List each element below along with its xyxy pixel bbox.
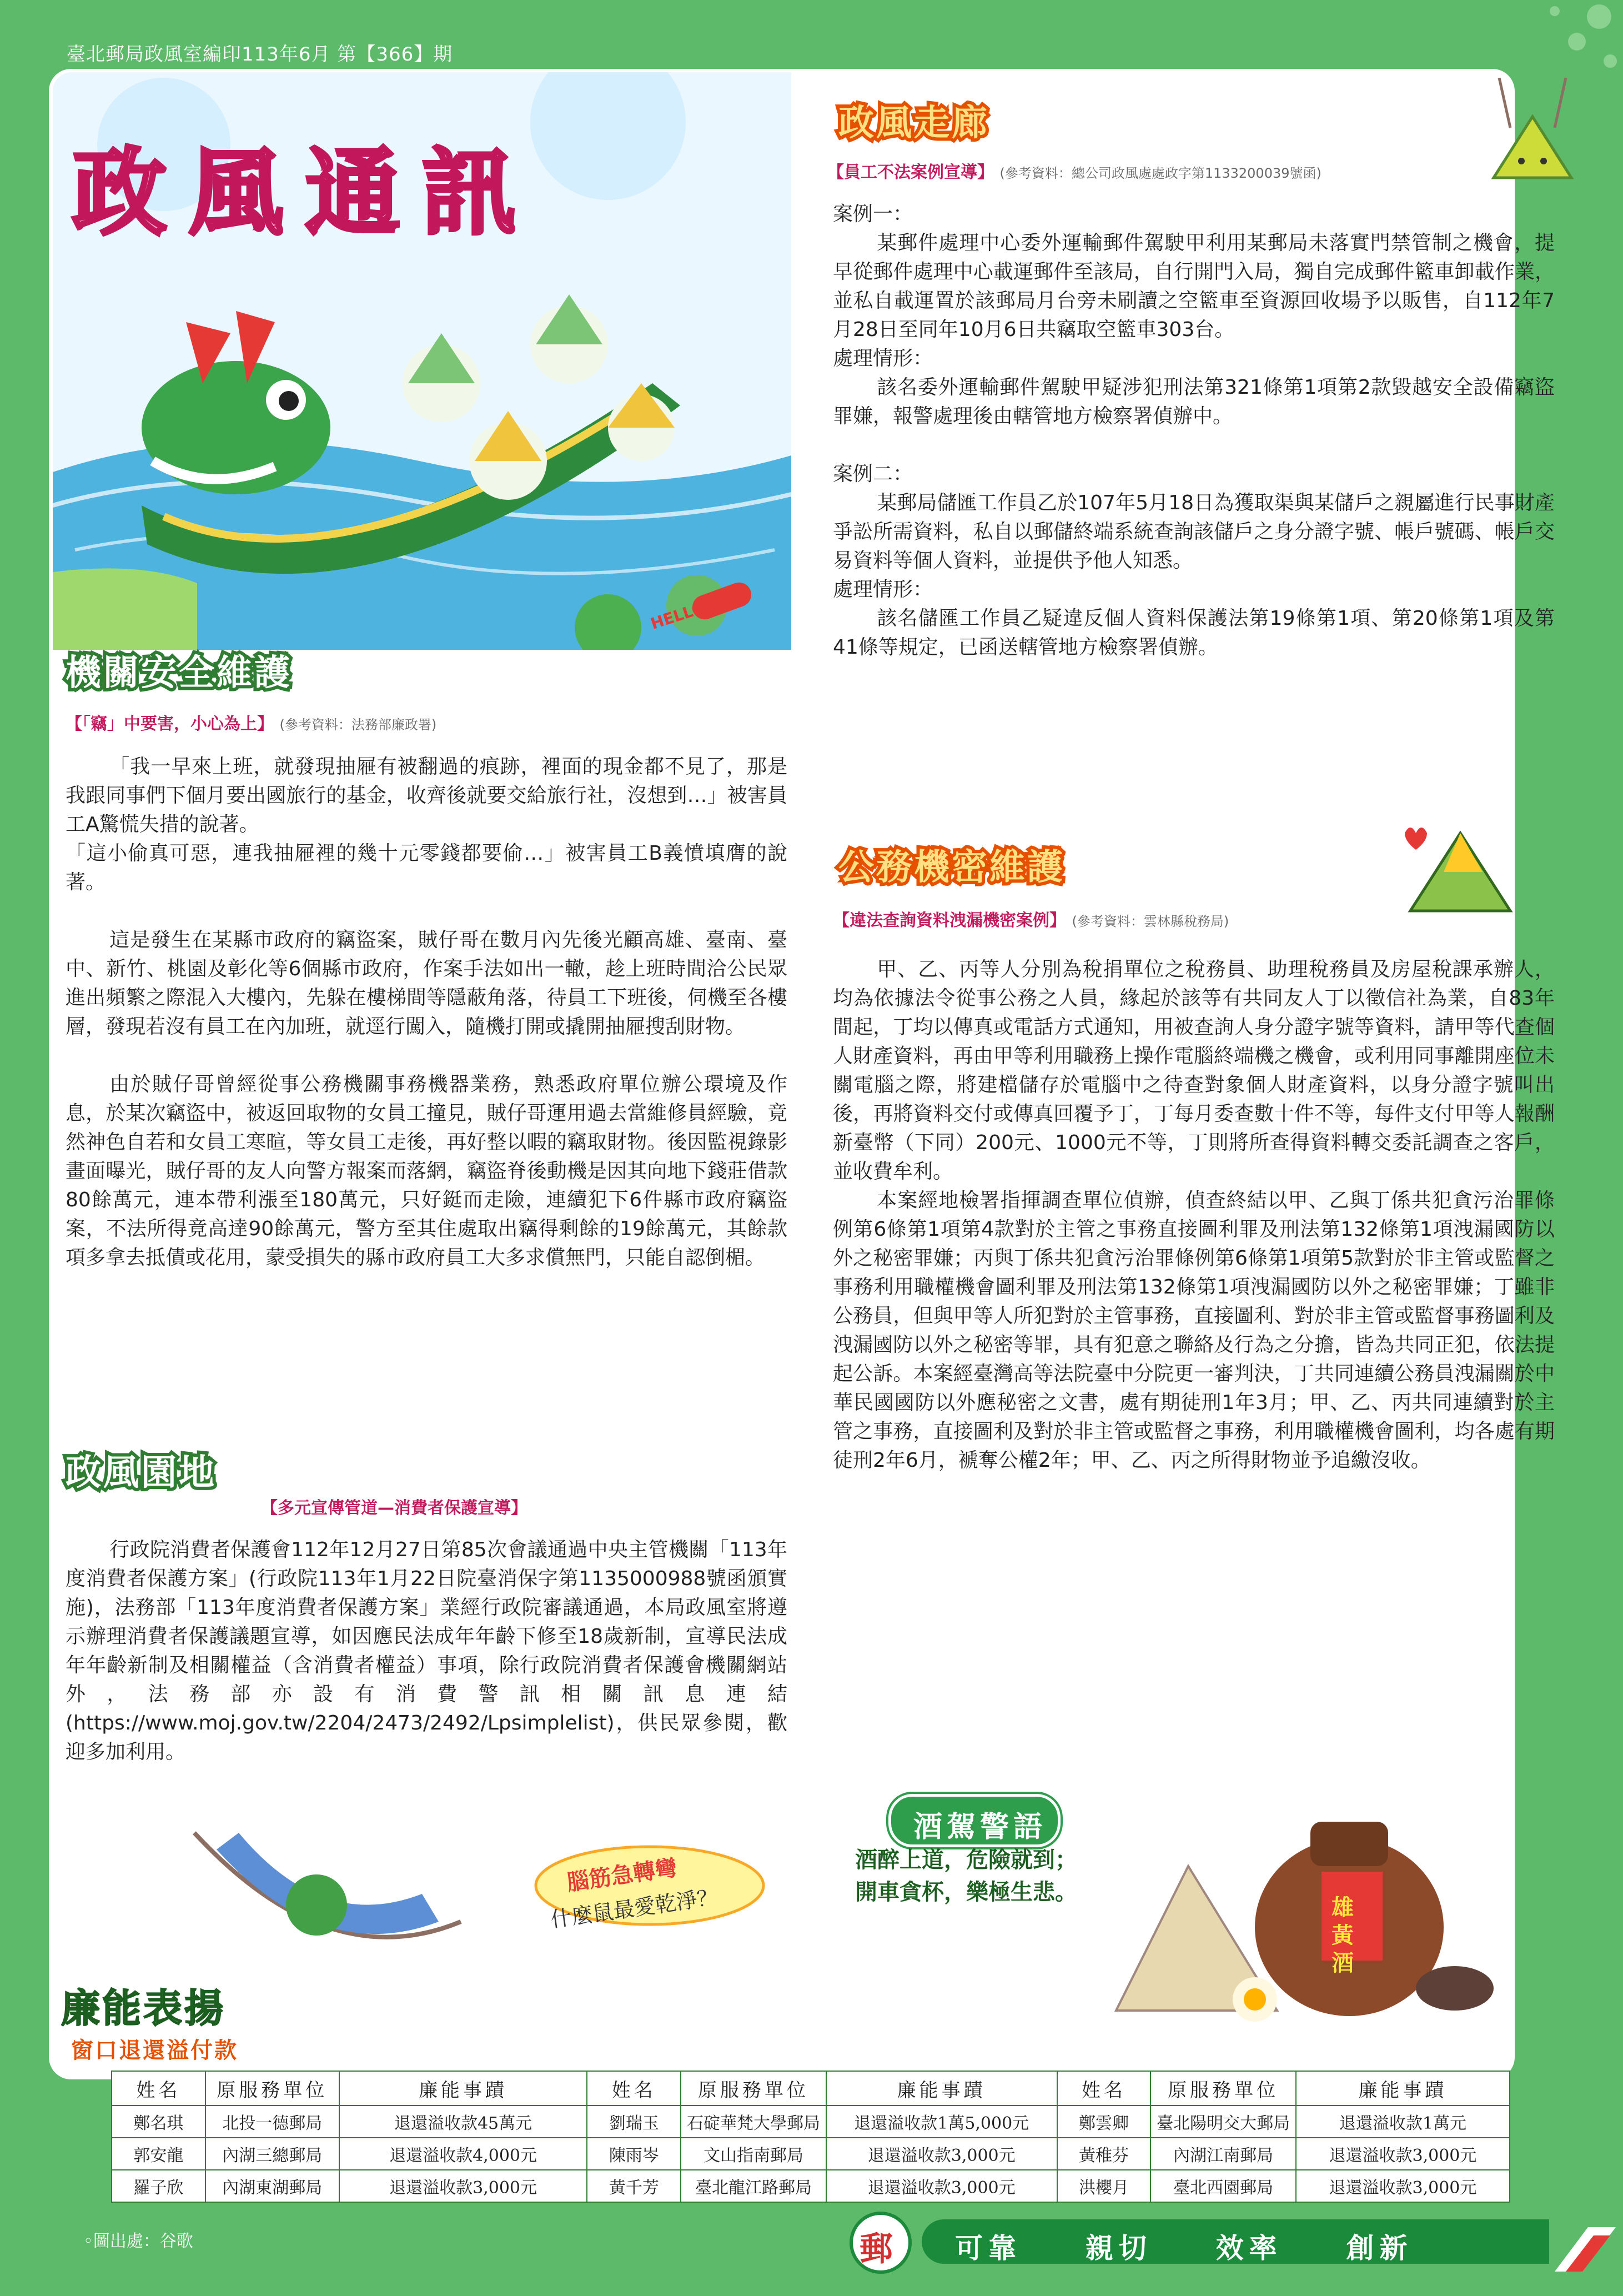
case2-label: 案例二： — [833, 463, 913, 485]
table-header-row — [112, 2071, 1510, 2105]
table-cell: 退還溢收款3,000元 — [1296, 2170, 1510, 2202]
ethics-corridor-reference: (參考資料：總公司政風處處政字第1133200039號函) — [999, 166, 1321, 181]
secrecy-body — [833, 955, 1555, 1475]
agency-security-para-3: 這是發生在某縣市政府的竊盜案，賊仔哥在數月內先後光顧高雄、臺南、臺中、新竹、桃園及彰化等6個縣市政府，作案手法如出一轍，趁上班時間洽公民眾進出頻繁之際混入大樓內，先躲在樓梯間等隱蔽角落，待員工下班後，伺機至各樓層，發現若沒有員工在內加班，就逕行闖入，隨機打開或撬開抽屜搜刮財物。 — [66, 929, 787, 1038]
secrecy-para-1: 甲、乙、丙等人分別為稅捐單位之稅務員、助理稅務員及房屋稅課承辦人，均為依據法令從事公務之人員，緣起於該等有共同友人丁以徵信社為業，自83年間起，丁均以傳真或電話方式通知，用被查詢人身分證字號等資料，請甲等代查個人財產資料，再由甲等利用職務上操作電腦終端機之機會，或利用同事離開座位未關電腦之際，將建檔儲存於電腦中之待查對象個人財產資料，以身分證字號叫出後，再將資料交付或傳真回覆予丁，丁每月委查數十件不等，每件支付甲等人報酬新臺幣（下同）200元、1000元不等，丁則將所查得資料轉交委託調查之客戶，並收費牟利。 — [833, 958, 1555, 1183]
table-cell: 退還溢收款3,000元 — [339, 2170, 587, 2202]
table-cell: 退還溢收款45萬元 — [339, 2105, 587, 2138]
agency-security-para-2: 「這小偷真可惡，連我抽屜裡的幾十元零錢都要偷…」被害員工B義憤填膺的說著。 — [66, 842, 787, 894]
table-cell: 陳雨岑 — [587, 2138, 681, 2170]
slogan-word: 效率 — [1215, 2232, 1283, 2264]
col-header: 原服務單位 — [1150, 2071, 1295, 2105]
table-cell: 北投一德郵局 — [205, 2105, 339, 2138]
col-header: 廉能事蹟 — [826, 2071, 1057, 2105]
drunk-warning-line-2: 開車貪杯，樂極生悲。 — [855, 1879, 1077, 1905]
wine-jar-label: 雄黃酒 — [1331, 1895, 1354, 1976]
issue-line: 臺北郵局政風室編印113年6月 第【366】期 — [67, 43, 453, 66]
table-row — [112, 2170, 1510, 2202]
integrity-title: 廉能表揚 — [61, 1986, 225, 2031]
table-cell: 鄭雲卿 — [1057, 2105, 1151, 2138]
table-cell: 退還溢收款1萬5,000元 — [826, 2105, 1057, 2138]
table-row — [112, 2105, 1510, 2138]
slogan-word: 可靠 — [955, 2232, 1022, 2264]
table-cell: 退還溢收款3,000元 — [826, 2170, 1057, 2202]
riddle-line-2: 什麼鼠最愛乾淨？ — [549, 1884, 720, 1932]
ethics-corridor-title: 政風走廊 — [838, 103, 989, 144]
case1-label: 案例一： — [833, 203, 913, 225]
agency-security-subtitle-text: 【「竊」中要害，小心為上】 — [66, 714, 274, 734]
table-cell: 石碇華梵大學郵局 — [681, 2105, 826, 2138]
zongzi-mascot-swing — [1477, 78, 1588, 200]
secrecy-subtitle — [833, 906, 1229, 931]
ethics-garden-title: 政風園地 — [66, 1452, 217, 1493]
agency-security-body — [66, 753, 787, 1272]
table-cell: 洪櫻月 — [1057, 2170, 1151, 2202]
table-row — [112, 2138, 1510, 2170]
post-logo-icon — [850, 2212, 912, 2274]
drunk-warning-text — [855, 1844, 1077, 1908]
table-cell: 退還溢收款4,000元 — [339, 2138, 587, 2170]
secrecy-subtitle-text: 【違法查詢資料洩漏機密案例】 — [833, 911, 1066, 930]
col-header: 姓名 — [587, 2071, 681, 2105]
table-cell: 內湖江南郵局 — [1150, 2138, 1295, 2170]
agency-security-title: 機關安全維護 — [66, 653, 292, 694]
case2-text: 某郵局儲匯工作員乙於107年5月18日為獲取渠與某儲戶之親屬進行民事財產爭訟所需資料，私自以郵儲終端系統查詢該儲戶之身分證字號、帳戶號碼、帳戶交易資料等個人資料，並提供予他人知悉。 — [833, 492, 1555, 572]
case1-handling-label: 處理情形： — [833, 347, 933, 370]
table-cell: 黃千芳 — [587, 2170, 681, 2202]
slogan-word: 親切 — [1085, 2232, 1152, 2264]
case2-handling: 該名儲匯工作員乙疑違反個人資料保護法第19條第1項、第20條第1項及第41條等規定，已函送轄管地方檢察署偵辦。 — [833, 607, 1555, 659]
col-header: 原服務單位 — [681, 2071, 826, 2105]
zongzi-mascot-heart — [1388, 811, 1521, 922]
table-cell: 退還溢收款3,000元 — [1296, 2138, 1510, 2170]
riddle-line-1: 腦筋急轉彎 — [565, 1855, 679, 1896]
table-cell: 羅子欣 — [112, 2170, 205, 2202]
col-header: 姓名 — [1057, 2071, 1151, 2105]
table-cell: 黃稚芬 — [1057, 2138, 1151, 2170]
secrecy-reference: (參考資料：雲林縣稅務局) — [1072, 914, 1229, 929]
case1-handling: 該名委外運輸郵件駕駛甲疑涉犯刑法第321條第1項第2款毀越安全設備竊盜罪嫌，報警處理後由轄管地方檢察署偵辦中。 — [833, 376, 1555, 428]
post-logo-glyph: 郵 — [860, 2230, 893, 2269]
integrity-subtitle: 窗口退還溢付款 — [71, 2038, 238, 2063]
ethics-garden-para: 行政院消費者保護會112年12月27日第85次會議通過中央主管機關「113年度消費者保護方案」(行政院113年1月22日院臺消保字第1135000988號函頒實施)，法務部「113年度消費者保護方案」業經行政院審議通過，本局政風室將遵示辦理消費者保護議題宣導，如因應民法成年年齡下修至18歲新制，宣導民法成年年齡新制及相關權益（含消費者權益）事項，除行政院消費者保護會機關網站外，法務部亦設有消費警訊相關訊息連結(https://www.moj.gov.tw/2204/2473/2492/Lpsimplelist)，供民眾參閱，歡迎多加利用。 — [66, 1538, 787, 1763]
table-cell: 劉瑞玉 — [587, 2105, 681, 2138]
flag-stripes-icon — [1555, 2216, 1616, 2272]
newsletter-title: 政風通訊 — [72, 138, 539, 248]
ethics-garden-body — [66, 1536, 787, 1767]
table-cell: 退還溢收款1萬元 — [1296, 2105, 1510, 2138]
table-cell: 臺北陽明交大郵局 — [1150, 2105, 1295, 2138]
hammock-illustration — [183, 1811, 472, 1999]
drunk-warning-line-1: 酒醉上道，危險就到； — [855, 1847, 1077, 1873]
table-cell: 內湖東湖郵局 — [205, 2170, 339, 2202]
agency-security-subtitle — [66, 710, 436, 734]
footer-slogan — [955, 2226, 1413, 2266]
col-header: 原服務單位 — [205, 2071, 339, 2105]
agency-security-reference: (參考資料：法務部廉政署) — [279, 717, 437, 733]
table-cell: 退還溢收款3,000元 — [826, 2138, 1057, 2170]
table-cell: 臺北龍江路郵局 — [681, 2170, 826, 2202]
case1-text: 某郵件處理中心委外運輸郵件駕駛甲利用某郵局未落實門禁管制之機會，提早從郵件處理中心載運郵件至該局，自行開門入局，獨自完成郵件籃車卸載作業，並私自載運置於該郵局月台旁未刷讀之空籃車至資源回收場予以販售，自112年7月28日至同年10月6日共竊取空籃車303台。 — [833, 232, 1555, 341]
table-cell: 臺北西園郵局 — [1150, 2170, 1295, 2202]
agency-security-para-4: 由於賊仔哥曾經從事公務機關事務機器業務，熟悉政府單位辦公環境及作息，於某次竊盜中，被返回取物的女員工撞見，賊仔哥運用過去當維修員經驗，竟然神色自若和女員工寒暄，等女員工走後，再好整以暇的竊取財物。後因監視錄影畫面曝光，賊仔哥的友人向警方報案而落網，竊盜脊後動機是因其向地下錢莊借款80餘萬元，連本帶利漲至180萬元，只好鋌而走險，連續犯下6件縣市政府竊盜案，不法所得竟高達90餘萬元，警方至其住處取出竊得剩餘的19餘萬元，其餘款項多拿去抵債或花用，蒙受損失的縣市政府員工大多求償無門，只能自認倒楣。 — [66, 1073, 787, 1269]
integrity-table — [111, 2071, 1510, 2203]
drunk-warning-title: 酒駕警語 — [913, 1811, 1047, 1844]
realgar-wine-illustration — [1088, 1744, 1510, 2022]
table-cell: 鄭名琪 — [112, 2105, 205, 2138]
image-credit: ◦圖出處：谷歌 — [83, 2232, 193, 2251]
ethics-corridor-subtitle — [827, 158, 1321, 183]
ethics-corridor-body — [833, 200, 1555, 662]
agency-security-para-1: 「我一早來上班，就發現抽屜有被翻過的痕跡，裡面的現金都不見了，那是我跟同事們下個月要出國旅行的基金，收齊後就要交給旅行社，沒想到…」被害員工A驚慌失措的說著。 — [66, 755, 787, 836]
table-cell: 文山指南郵局 — [681, 2138, 826, 2170]
hello-tag: HELLO! — [648, 596, 715, 633]
col-header: 廉能事蹟 — [339, 2071, 587, 2105]
secrecy-title: 公務機密維護 — [838, 847, 1065, 888]
case2-handling-label: 處理情形： — [833, 578, 933, 601]
table-cell: 郭安龍 — [112, 2138, 205, 2170]
slogan-word: 創新 — [1346, 2232, 1413, 2264]
drunk-warning-title-badge — [888, 1794, 1061, 1847]
col-header: 姓名 — [112, 2071, 205, 2105]
col-header: 廉能事蹟 — [1296, 2071, 1510, 2105]
ethics-garden-subtitle: 【多元宣傳管道—消費者保護宣導】 — [261, 1498, 527, 1518]
ethics-corridor-subtitle-text: 【員工不法案例宣導】 — [827, 163, 994, 182]
secrecy-para-2: 本案經地檢署指揮調查單位偵辦，偵查終結以甲、乙與丁係共犯貪污治罪條例第6條第1項第4款對於主管之事務直接圖利罪及刑法第132條第1項洩漏國防以外之秘密罪嫌；丙與丁係共犯貪污治罪條例第6條第1項第5款對於非主管或監督之事務利用職權機會圖利罪及刑法第132條第1項洩漏國防以外之秘密罪嫌；丁雖非公務員，但與甲等人所犯對於主管事務，直接圖利、對於非主管或監督事務圖利及洩漏國防以外之秘密等罪，具有犯意之聯絡及行為之分擔，皆為共同正犯，依法提起公訴。本案經臺灣高等法院臺中分院更一審判決，丁共同連續公務員洩漏關於中華民國國防以外應秘密之文書，處有期徒刑1年3月；甲、乙、丙共同連續對於主管之事務，直接圖利及對於非主管或監督之事務，利用職權機會圖利，均各處有期徒刑2年6月，褫奪公權2年；甲、乙、丙之所得財物並予追繳沒收。 — [833, 1189, 1555, 1472]
table-cell: 內湖三總郵局 — [205, 2138, 339, 2170]
